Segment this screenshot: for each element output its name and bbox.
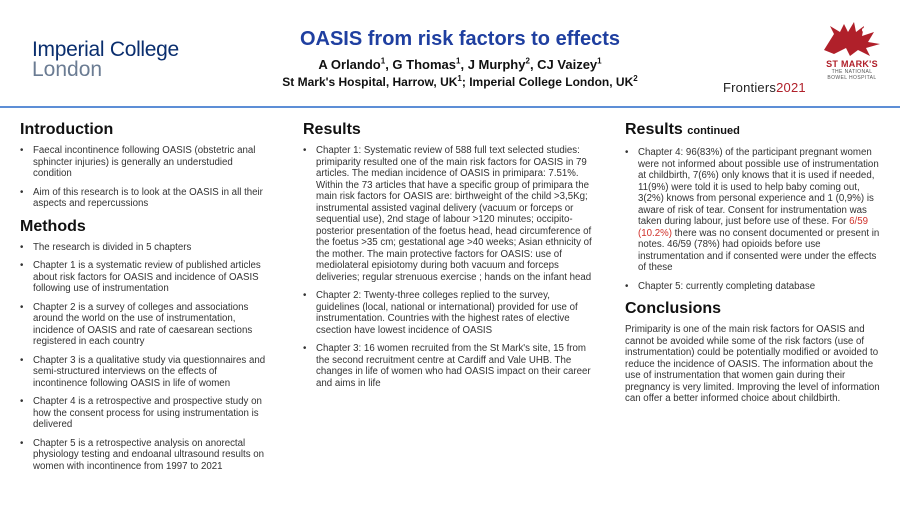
imperial-logo-line1: Imperial College bbox=[32, 38, 179, 61]
results-continued-heading bbox=[625, 120, 883, 141]
list-item: • Chapter 2: Twenty-three colleges replied to the survey, guidelines (local, national or international) provided for use of instrumentation. Countries with the highest rates of elective csection have lowest incidence of OASIS bbox=[303, 290, 595, 336]
author-affil-sup: 1 bbox=[597, 56, 602, 66]
list-item: • Faecal incontinence following OASIS (obstetric anal sphincter injuries) is generally an understudied condition bbox=[20, 145, 270, 180]
st-marks-name: ST MARK'S bbox=[826, 59, 878, 69]
winged-lion-icon bbox=[820, 20, 884, 58]
list-item: • Chapter 2 is a survey of colleges and associations around the world on the use of instrumentation, incidence of OASIS and rate of caesarean sections registered in each country bbox=[20, 302, 270, 348]
conclusions-heading: Conclusions bbox=[625, 300, 722, 317]
st-marks-logo bbox=[816, 20, 888, 81]
introduction-heading: Introduction bbox=[20, 121, 114, 138]
conclusions-text: Primiparity is one of the main risk factors for OASIS and cannot be avoided while some of the risk factors (use of instrumentation) could be potentially modified or avoided to reduce the incidence of OASIS. The information about the use of instrumentation that women gain during their pregnancy is very limited. Improving the level of information can offer a better informed choice about childbirth. bbox=[625, 324, 880, 404]
affiliations bbox=[230, 75, 690, 89]
list-item: • Chapter 1: Systematic review of 588 full text selected studies: primiparity resulted one of the main risk factors for OASIS in 79 articles. The median incidence of OASIS in primipara: 7.51%. Within the 73 articles that have a specific group of primipara the main risk factors for OASIS are: birthweight of the child >3,5Kg; instrumental assisted vaginal delivery (vacuum or forceps or sequential use), 2nd stage of labour >120 minutes; occipito-posterior presentation of the foetus head, head circumference of the foetus >35 cm; gestational age >40 weeks; Asian ethnicity of the mother. The main protective factors for OASIS: use of mediolateral episiotomy during both vacuum and forceps deliveries; regular strenuous exercise ; hands on the infant head bbox=[303, 145, 595, 283]
list-item: • Chapter 3 is a qualitative study via questionnaires and semi-structured interviews on the effects of incontinence following OASIS in life of women bbox=[20, 355, 270, 390]
chapter4-text: Chapter 4: 96(83%) of the participant pregnant women were not informed about possible use of instrumentation at childbirth, 7(6%) only knows that it is used if needed, 11(9%) were told it is used to help baby coming out, 3(2%) knows from personal experience and 1 (0,9%) is aware of risk of tear. Consent for instrumentation was taken during labour, just before use of these. For bbox=[638, 147, 879, 227]
list-item: • Chapter 4 is a retrospective and prospective study on how the consent process for using instrumentation is delivered bbox=[20, 396, 270, 431]
list-item: • Chapter 5: currently completing database bbox=[625, 281, 883, 293]
poster-title: OASIS from risk factors to effects bbox=[299, 28, 621, 50]
chapter4-highlight: 6/59 (10.2%) bbox=[638, 216, 868, 239]
left-column bbox=[20, 120, 270, 479]
list-item: • The research is divided in 5 chapters bbox=[20, 242, 270, 254]
title-block bbox=[230, 28, 690, 89]
results-heading: Results bbox=[303, 121, 361, 138]
author-affil-sup: 1 bbox=[380, 56, 386, 66]
author-affil-sup: 2 bbox=[525, 56, 530, 66]
middle-column bbox=[303, 120, 595, 396]
st-marks-subtitle-2: BOWEL HOSPITAL bbox=[827, 75, 877, 81]
author-affil-sup: 1 bbox=[456, 56, 461, 66]
frontiers-logo bbox=[723, 80, 806, 95]
frontiers-label: Frontiers bbox=[723, 80, 777, 95]
list-item: • Aim of this research is to look at the OASIS in all their aspects and repercussions bbox=[20, 187, 270, 210]
author-name: J Murphy bbox=[467, 57, 526, 72]
affiliation-1-sup: 1 bbox=[457, 74, 462, 83]
methods-list bbox=[20, 242, 270, 473]
imperial-college-logo bbox=[32, 40, 179, 80]
imperial-logo-line2: London bbox=[32, 58, 103, 81]
st-marks-subtitle-1: THE NATIONAL bbox=[831, 69, 873, 75]
author-list: A Orlando$^1$, G Thomas$^1$, J Murphy$^2$, CJ Vaizey$^1$ bbox=[318, 56, 602, 72]
header-divider bbox=[0, 106, 900, 108]
author-name: CJ Vaizey bbox=[537, 57, 598, 72]
frontiers-year: 2021 bbox=[776, 80, 806, 95]
right-column bbox=[625, 120, 883, 411]
list-item: • Chapter 3: 16 women recruited from the St Mark's site, 15 from the second recruitment centre at Cardiff and Vale UHB. The changes in life of women who had OASIS impact on their career and aims in life bbox=[303, 343, 595, 389]
list-item: • Chapter 5 is a retrospective analysis on anorectal physiology testing and endoanal ultrasound results on women with incontinence from 1997 to 2021 bbox=[20, 438, 270, 473]
methods-heading: Methods bbox=[20, 217, 86, 235]
list-item bbox=[625, 147, 883, 274]
list-item: • Chapter 1 is a systematic review of published articles about risk factors for OASIS and incidence of OASIS following use of instrumentation bbox=[20, 260, 270, 295]
affiliation-2-sup: 2 bbox=[633, 74, 638, 83]
results-list bbox=[303, 145, 595, 389]
affiliation-separator: ; bbox=[461, 75, 470, 89]
chapter4-text-end: there was no consent documented or present in notes. 46/59 (78%) had opioids before use instrumentation and if consented were under the effects of these bbox=[638, 227, 880, 273]
author-name: A Orlando bbox=[318, 57, 381, 72]
affiliation-1: St Mark's Hospital, Harrow, UK bbox=[282, 75, 458, 89]
author-name: G Thomas bbox=[392, 57, 456, 72]
affiliation-2: Imperial College London, UK bbox=[469, 75, 634, 89]
results-continued-list bbox=[625, 147, 883, 292]
introduction-list bbox=[20, 145, 270, 210]
poster-header bbox=[0, 0, 900, 104]
results-continued-title: Results bbox=[625, 121, 683, 138]
continued-label: continued bbox=[687, 125, 740, 137]
